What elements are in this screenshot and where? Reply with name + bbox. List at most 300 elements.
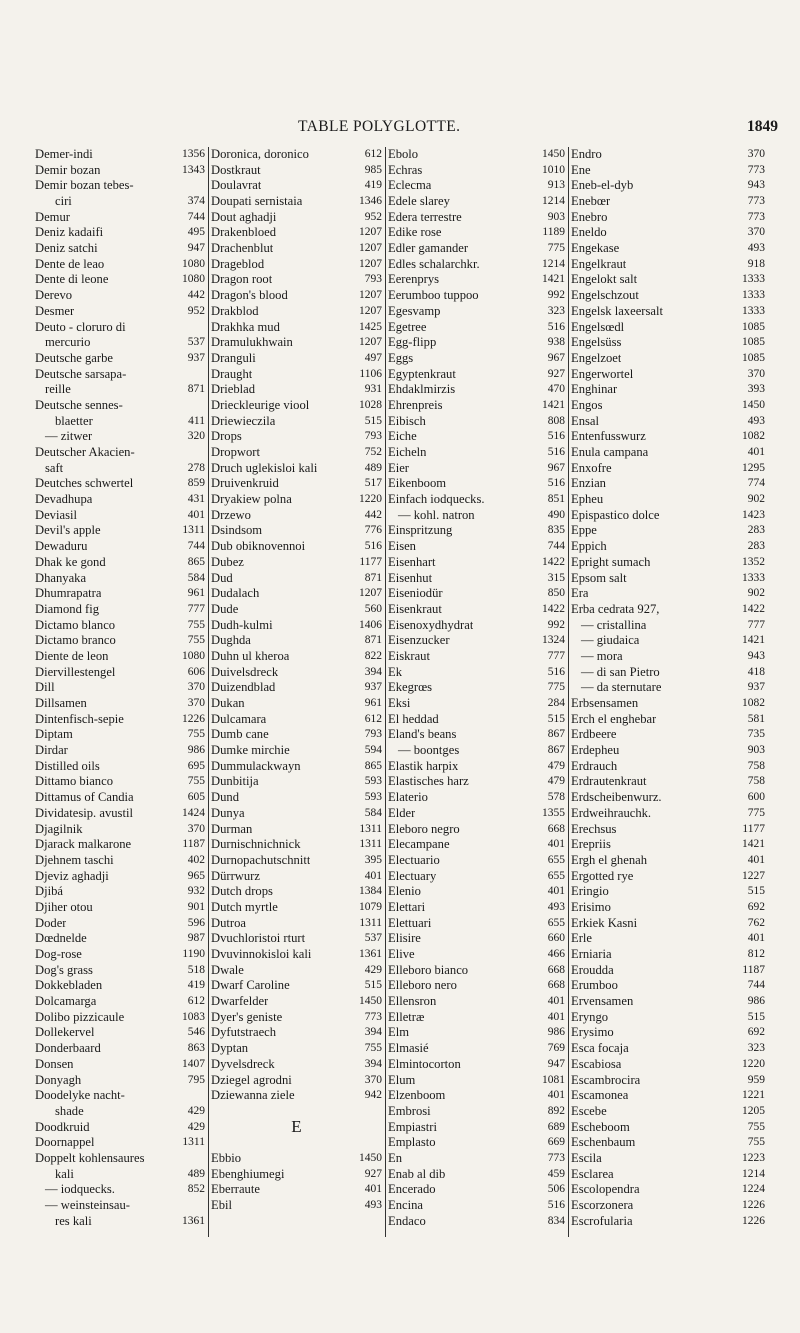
index-entry bbox=[569, 978, 768, 994]
entry-page-ref: 1177 bbox=[742, 822, 765, 835]
index-entry bbox=[209, 555, 385, 571]
entry-page-ref: 612 bbox=[364, 712, 382, 725]
entry-term: Donsen bbox=[35, 1056, 74, 1071]
entry-page-ref: 775 bbox=[547, 242, 565, 255]
entry-term: Ene bbox=[571, 162, 591, 177]
entry-term: Driewieczila bbox=[211, 413, 276, 428]
entry-page-ref: 871 bbox=[364, 634, 382, 647]
entry-page-ref: 401 bbox=[747, 446, 765, 459]
entry-page-ref: 773 bbox=[747, 163, 765, 176]
entry-page-ref: 1085 bbox=[742, 336, 765, 349]
entry-page-ref: 937 bbox=[747, 681, 765, 694]
index-entry bbox=[209, 994, 385, 1010]
entry-page-ref: 1106 bbox=[359, 367, 382, 380]
index-entry bbox=[386, 665, 568, 681]
entry-term: Electuario bbox=[388, 852, 440, 867]
index-entry bbox=[569, 1167, 768, 1183]
entry-term: Drakhka mud bbox=[211, 319, 280, 334]
entry-page-ref: 1361 bbox=[359, 948, 382, 961]
index-entry bbox=[569, 775, 768, 791]
entry-page-ref: 1311 bbox=[182, 1136, 205, 1149]
index-entry bbox=[569, 1073, 768, 1089]
entry-term: Dumke mirchie bbox=[211, 743, 290, 758]
entry-term: Eikenboom bbox=[388, 476, 447, 491]
entry-page-ref: 755 bbox=[187, 634, 205, 647]
index-entry bbox=[209, 539, 385, 555]
index-entry bbox=[569, 1135, 768, 1151]
entry-term: Engelzoet bbox=[571, 350, 622, 365]
entry-page-ref: 1425 bbox=[359, 320, 382, 333]
index-entry bbox=[569, 335, 768, 351]
entry-term: Einfach iodquecks. bbox=[388, 492, 485, 507]
entry-term: Era bbox=[571, 586, 589, 601]
entry-term: Diervillestengel bbox=[35, 664, 116, 679]
entry-page-ref: 596 bbox=[187, 916, 205, 929]
entry-page-ref: 1080 bbox=[182, 257, 205, 270]
entry-page-ref: 459 bbox=[547, 1167, 565, 1180]
entry-term: Empiastri bbox=[388, 1119, 437, 1134]
running-title: TABLE POLYGLOTTE. bbox=[298, 118, 461, 135]
entry-page-ref: 851 bbox=[547, 493, 565, 506]
entry-page-ref: 560 bbox=[364, 602, 382, 615]
entry-term: Eppe bbox=[571, 523, 597, 538]
index-entry bbox=[209, 508, 385, 524]
entry-term: Dhumrapatra bbox=[35, 586, 102, 601]
index-entry bbox=[33, 304, 208, 320]
entry-term: Doodelyke nacht- bbox=[35, 1088, 125, 1103]
entry-term: Donderbaard bbox=[35, 1041, 101, 1056]
index-entry bbox=[209, 712, 385, 728]
entry-term: Durnopachutschnitt bbox=[211, 852, 311, 867]
entry-term: Dukan bbox=[211, 696, 245, 711]
index-entry bbox=[569, 963, 768, 979]
index-entry bbox=[569, 524, 768, 540]
index-entry bbox=[209, 367, 385, 383]
index-entry bbox=[386, 429, 568, 445]
entry-term: Escheboom bbox=[571, 1119, 630, 1134]
entry-term: Eneldo bbox=[571, 225, 607, 240]
entry-page-ref: 859 bbox=[187, 477, 205, 490]
index-entry bbox=[209, 1057, 385, 1073]
entry-term: Escolopendra bbox=[571, 1182, 640, 1197]
entry-page-ref: 942 bbox=[364, 1089, 382, 1102]
index-entry bbox=[33, 1198, 208, 1214]
entry-term: Dziewanna ziele bbox=[211, 1088, 295, 1103]
index-entry bbox=[209, 1026, 385, 1042]
entry-term: Draught bbox=[211, 366, 253, 381]
entry-page-ref: 669 bbox=[547, 1136, 565, 1149]
entry-term: Dulcamara bbox=[211, 711, 267, 726]
entry-page-ref: 612 bbox=[364, 147, 382, 160]
entry-term: Elecampane bbox=[388, 837, 450, 852]
entry-term: Dolibo pizzicaule bbox=[35, 1009, 125, 1024]
entry-term: Enxofre bbox=[571, 460, 612, 475]
entry-term: Enab al dib bbox=[388, 1166, 446, 1181]
entry-term: Dudalach bbox=[211, 586, 260, 601]
entry-term: Doodkruid bbox=[35, 1119, 90, 1134]
entry-term: Djiher otou bbox=[35, 899, 93, 914]
index-entry bbox=[209, 790, 385, 806]
index-entry bbox=[33, 680, 208, 696]
index-entry bbox=[33, 147, 208, 163]
entry-term: Ergh el ghenah bbox=[571, 852, 648, 867]
entry-page-ref: 401 bbox=[364, 1183, 382, 1196]
index-entry bbox=[33, 665, 208, 681]
entry-page-ref: 370 bbox=[187, 822, 205, 835]
entry-page-ref: 755 bbox=[187, 775, 205, 788]
entry-term: Eksi bbox=[388, 696, 411, 711]
index-entry bbox=[209, 445, 385, 461]
entry-page-ref: 865 bbox=[187, 555, 205, 568]
entry-term: Elleboro bianco bbox=[388, 962, 469, 977]
entry-term: reille bbox=[45, 382, 71, 397]
index-entry bbox=[33, 288, 208, 304]
entry-term: Dog-rose bbox=[35, 947, 82, 962]
index-entry bbox=[569, 884, 768, 900]
index-entry bbox=[569, 194, 768, 210]
entry-page-ref: 776 bbox=[364, 524, 382, 537]
entry-term: Eneb-el-dyb bbox=[571, 178, 634, 193]
entry-page-ref: 1081 bbox=[542, 1073, 565, 1086]
index-entry bbox=[386, 1010, 568, 1026]
index-entry bbox=[569, 994, 768, 1010]
entry-term: Eringio bbox=[571, 884, 609, 899]
entry-term: Eier bbox=[388, 460, 409, 475]
entry-page-ref: 284 bbox=[547, 697, 565, 710]
index-entry bbox=[569, 241, 768, 257]
entry-term: Devil's apple bbox=[35, 523, 101, 538]
entry-page-ref: 744 bbox=[747, 979, 765, 992]
entry-term: Drageblod bbox=[211, 256, 265, 271]
entry-page-ref: 987 bbox=[187, 932, 205, 945]
index-entry bbox=[209, 665, 385, 681]
index-entry bbox=[569, 947, 768, 963]
index-entry bbox=[386, 367, 568, 383]
entry-term: Derevo bbox=[35, 288, 73, 303]
entry-page-ref: 865 bbox=[364, 759, 382, 772]
entry-page-ref: 775 bbox=[747, 806, 765, 819]
index-entry bbox=[386, 241, 568, 257]
index-entry bbox=[386, 178, 568, 194]
index-entry bbox=[33, 1073, 208, 1089]
index-entry bbox=[33, 712, 208, 728]
entry-term: Drieblad bbox=[211, 382, 256, 397]
entry-term: Drakblod bbox=[211, 303, 259, 318]
index-entry bbox=[33, 790, 208, 806]
index-entry bbox=[386, 524, 568, 540]
index-entry bbox=[569, 555, 768, 571]
index-entry bbox=[33, 555, 208, 571]
index-entry bbox=[209, 618, 385, 634]
index-entry bbox=[209, 288, 385, 304]
entry-term: Escebe bbox=[571, 1103, 607, 1118]
index-entry bbox=[33, 649, 208, 665]
index-entry bbox=[386, 382, 568, 398]
index-entry bbox=[209, 978, 385, 994]
index-entry bbox=[386, 900, 568, 916]
entry-page-ref: 470 bbox=[547, 383, 565, 396]
entry-page-ref: 537 bbox=[187, 336, 205, 349]
index-entry bbox=[33, 539, 208, 555]
entry-page-ref: 752 bbox=[364, 446, 382, 459]
entry-page-ref: 967 bbox=[547, 461, 565, 474]
entry-term: Erdscheibenwurz. bbox=[571, 790, 662, 805]
entry-term: Dog's grass bbox=[35, 962, 93, 977]
entry-term: Elaterio bbox=[388, 790, 428, 805]
entry-page-ref: 902 bbox=[747, 493, 765, 506]
entry-term: Erdrautenkraut bbox=[571, 774, 647, 789]
entry-term: Eerumboo tuppoo bbox=[388, 288, 479, 303]
entry-page-ref: 593 bbox=[364, 775, 382, 788]
index-entry bbox=[569, 1010, 768, 1026]
index-entry bbox=[569, 429, 768, 445]
entry-page-ref: 1361 bbox=[182, 1214, 205, 1227]
entry-term: Escabiosa bbox=[571, 1056, 622, 1071]
index-entry bbox=[33, 429, 208, 445]
index-entry bbox=[386, 869, 568, 885]
index-entry bbox=[209, 429, 385, 445]
index-entry bbox=[386, 696, 568, 712]
index-entry bbox=[386, 618, 568, 634]
entry-page-ref: 1010 bbox=[542, 163, 565, 176]
entry-term: Elastik harpix bbox=[388, 758, 459, 773]
index-entry bbox=[386, 571, 568, 587]
entry-page-ref: 419 bbox=[187, 979, 205, 992]
entry-term: Eiche bbox=[388, 429, 417, 444]
entry-term: Dyfutstraech bbox=[211, 1025, 277, 1040]
entry-term: Elettari bbox=[388, 899, 426, 914]
entry-term: Ebil bbox=[211, 1197, 232, 1212]
entry-term: Egesvamp bbox=[388, 303, 441, 318]
entry-term: Durman bbox=[211, 821, 253, 836]
index-columns bbox=[33, 147, 768, 1237]
entry-term: Dude bbox=[211, 601, 239, 616]
entry-term: Dwale bbox=[211, 962, 244, 977]
entry-term: Erch el enghebar bbox=[571, 711, 657, 726]
entry-term: Dranguli bbox=[211, 350, 256, 365]
index-entry bbox=[209, 147, 385, 163]
entry-term: Erisimo bbox=[571, 899, 611, 914]
index-entry bbox=[209, 900, 385, 916]
entry-page-ref: 374 bbox=[187, 195, 205, 208]
index-entry bbox=[569, 539, 768, 555]
entry-term: Escila bbox=[571, 1150, 602, 1165]
entry-term: Elleboro nero bbox=[388, 978, 457, 993]
index-entry bbox=[386, 837, 568, 853]
entry-page-ref: 493 bbox=[364, 1198, 382, 1211]
index-column-2 bbox=[208, 147, 385, 1237]
entry-term: En bbox=[388, 1150, 402, 1165]
entry-term: Dvuchloristoi rturt bbox=[211, 931, 306, 946]
entry-page-ref: 393 bbox=[747, 383, 765, 396]
index-entry bbox=[33, 210, 208, 226]
index-entry bbox=[209, 649, 385, 665]
index-entry bbox=[33, 775, 208, 791]
entry-term: Dragon root bbox=[211, 272, 273, 287]
entry-term: Eggs bbox=[388, 350, 414, 365]
entry-term: Epsom salt bbox=[571, 570, 627, 585]
entry-page-ref: 937 bbox=[364, 681, 382, 694]
entry-term: Deniz satchi bbox=[35, 241, 98, 256]
entry-term: Dziegel agrodni bbox=[211, 1072, 292, 1087]
entry-page-ref: 431 bbox=[187, 493, 205, 506]
entry-term: Eerenprys bbox=[388, 272, 440, 287]
entry-page-ref: 401 bbox=[747, 932, 765, 945]
entry-page-ref: 808 bbox=[547, 414, 565, 427]
entry-term: Ek bbox=[388, 664, 402, 679]
entry-page-ref: 1207 bbox=[359, 304, 382, 317]
entry-page-ref: 755 bbox=[187, 618, 205, 631]
entry-term: Eicheln bbox=[388, 445, 427, 460]
entry-term: Dokkebladen bbox=[35, 978, 103, 993]
entry-term: Dente di leone bbox=[35, 272, 109, 287]
entry-term: Endaco bbox=[388, 1213, 426, 1228]
entry-term: Djehnem taschi bbox=[35, 852, 114, 867]
entry-page-ref: 871 bbox=[364, 571, 382, 584]
entry-term: Eryngo bbox=[571, 1009, 609, 1024]
index-entry bbox=[569, 618, 768, 634]
index-entry bbox=[209, 822, 385, 838]
entry-page-ref: 965 bbox=[187, 869, 205, 882]
index-entry bbox=[33, 178, 208, 194]
index-entry bbox=[33, 743, 208, 759]
entry-page-ref: 1221 bbox=[742, 1089, 765, 1102]
index-entry bbox=[209, 257, 385, 273]
entry-page-ref: 1311 bbox=[359, 916, 382, 929]
entry-page-ref: 278 bbox=[187, 461, 205, 474]
entry-page-ref: 931 bbox=[364, 383, 382, 396]
entry-term: Doronica, doronico bbox=[211, 146, 309, 161]
entry-page-ref: 1214 bbox=[742, 1167, 765, 1180]
entry-term: Dividatesip. avustil bbox=[35, 805, 133, 820]
entry-term: Engelschzout bbox=[571, 288, 639, 303]
entry-page-ref: 1343 bbox=[182, 163, 205, 176]
entry-term: Donyagh bbox=[35, 1072, 82, 1087]
entry-term: Eland's beans bbox=[388, 727, 457, 742]
entry-page-ref: 490 bbox=[547, 508, 565, 521]
entry-page-ref: 515 bbox=[547, 712, 565, 725]
index-entry bbox=[33, 1057, 208, 1073]
index-entry bbox=[33, 241, 208, 257]
entry-term: Edele slarey bbox=[388, 194, 450, 209]
entry-page-ref: 1177 bbox=[359, 555, 382, 568]
index-entry bbox=[386, 931, 568, 947]
index-entry bbox=[33, 273, 208, 289]
entry-page-ref: 1356 bbox=[182, 147, 205, 160]
entry-page-ref: 1082 bbox=[742, 697, 765, 710]
entry-term: Drops bbox=[211, 429, 242, 444]
entry-term: Demir bozan bbox=[35, 162, 101, 177]
index-entry bbox=[569, 476, 768, 492]
entry-page-ref: 479 bbox=[547, 759, 565, 772]
index-entry bbox=[386, 414, 568, 430]
entry-term: Deniz kadaifi bbox=[35, 225, 104, 240]
entry-term: Erdepheu bbox=[571, 743, 620, 758]
entry-page-ref: 283 bbox=[747, 540, 765, 553]
index-entry bbox=[386, 492, 568, 508]
entry-page-ref: 655 bbox=[547, 916, 565, 929]
entry-term: Demer-indi bbox=[35, 146, 93, 161]
entry-term: Doornappel bbox=[35, 1135, 95, 1150]
entry-page-ref: 927 bbox=[364, 1167, 382, 1180]
entry-page-ref: 323 bbox=[547, 304, 565, 317]
index-entry bbox=[209, 210, 385, 226]
entry-term: Ehrenpreis bbox=[388, 397, 443, 412]
index-entry bbox=[569, 320, 768, 336]
entry-term: Durnischnichnick bbox=[211, 837, 301, 852]
entry-term: Dollekervel bbox=[35, 1025, 95, 1040]
entry-page-ref: 323 bbox=[747, 1042, 765, 1055]
entry-page-ref: 584 bbox=[364, 806, 382, 819]
index-entry bbox=[386, 743, 568, 759]
entry-page-ref: 903 bbox=[547, 210, 565, 223]
entry-page-ref: 850 bbox=[547, 587, 565, 600]
entry-term: — kohl. natron bbox=[398, 507, 475, 522]
entry-page-ref: 1227 bbox=[742, 869, 765, 882]
index-entry bbox=[569, 931, 768, 947]
entry-page-ref: 1450 bbox=[542, 147, 565, 160]
entry-term: Doulavrat bbox=[211, 178, 262, 193]
entry-term: — mora bbox=[581, 648, 623, 663]
entry-page-ref: 1220 bbox=[742, 1057, 765, 1070]
index-entry bbox=[209, 304, 385, 320]
index-entry bbox=[386, 916, 568, 932]
entry-term: Eroudda bbox=[571, 962, 614, 977]
entry-term: Dhanyaka bbox=[35, 570, 87, 585]
entry-term: — boontges bbox=[398, 743, 460, 758]
index-entry bbox=[209, 931, 385, 947]
entry-term: Dirdar bbox=[35, 743, 68, 758]
entry-term: Dostkraut bbox=[211, 162, 261, 177]
entry-term: Deviasil bbox=[35, 507, 77, 522]
entry-page-ref: 370 bbox=[747, 226, 765, 239]
index-entry bbox=[33, 461, 208, 477]
index-entry bbox=[209, 178, 385, 194]
entry-term: Drieckleurige viool bbox=[211, 397, 310, 412]
entry-term: Dutroa bbox=[211, 915, 246, 930]
index-entry bbox=[33, 633, 208, 649]
entry-page-ref: 401 bbox=[547, 885, 565, 898]
entry-term: Erkiek Kasni bbox=[571, 915, 638, 930]
index-entry bbox=[33, 884, 208, 900]
entry-page-ref: 961 bbox=[364, 697, 382, 710]
entry-term: Djibá bbox=[35, 884, 63, 899]
index-entry bbox=[209, 743, 385, 759]
entry-page-ref: 593 bbox=[364, 791, 382, 804]
index-entry bbox=[569, 461, 768, 477]
index-entry bbox=[569, 743, 768, 759]
index-entry bbox=[569, 727, 768, 743]
entry-term: Edles schalarchkr. bbox=[388, 256, 480, 271]
entry-page-ref: 695 bbox=[187, 759, 205, 772]
entry-page-ref: 605 bbox=[187, 791, 205, 804]
entry-term: Elletræ bbox=[388, 1009, 425, 1024]
entry-term: Eppich bbox=[571, 539, 607, 554]
entry-term: Escambrocira bbox=[571, 1072, 641, 1087]
index-entry bbox=[33, 414, 208, 430]
entry-page-ref: 515 bbox=[747, 1010, 765, 1023]
index-entry bbox=[569, 445, 768, 461]
entry-page-ref: 370 bbox=[747, 147, 765, 160]
index-entry bbox=[209, 696, 385, 712]
entry-page-ref: 493 bbox=[747, 242, 765, 255]
index-entry bbox=[33, 947, 208, 963]
entry-term: Deutsche sarsapa- bbox=[35, 366, 127, 381]
entry-term: Demur bbox=[35, 209, 70, 224]
entry-term: Dunya bbox=[211, 805, 245, 820]
index-entry bbox=[386, 649, 568, 665]
entry-term: Enebro bbox=[571, 209, 608, 224]
